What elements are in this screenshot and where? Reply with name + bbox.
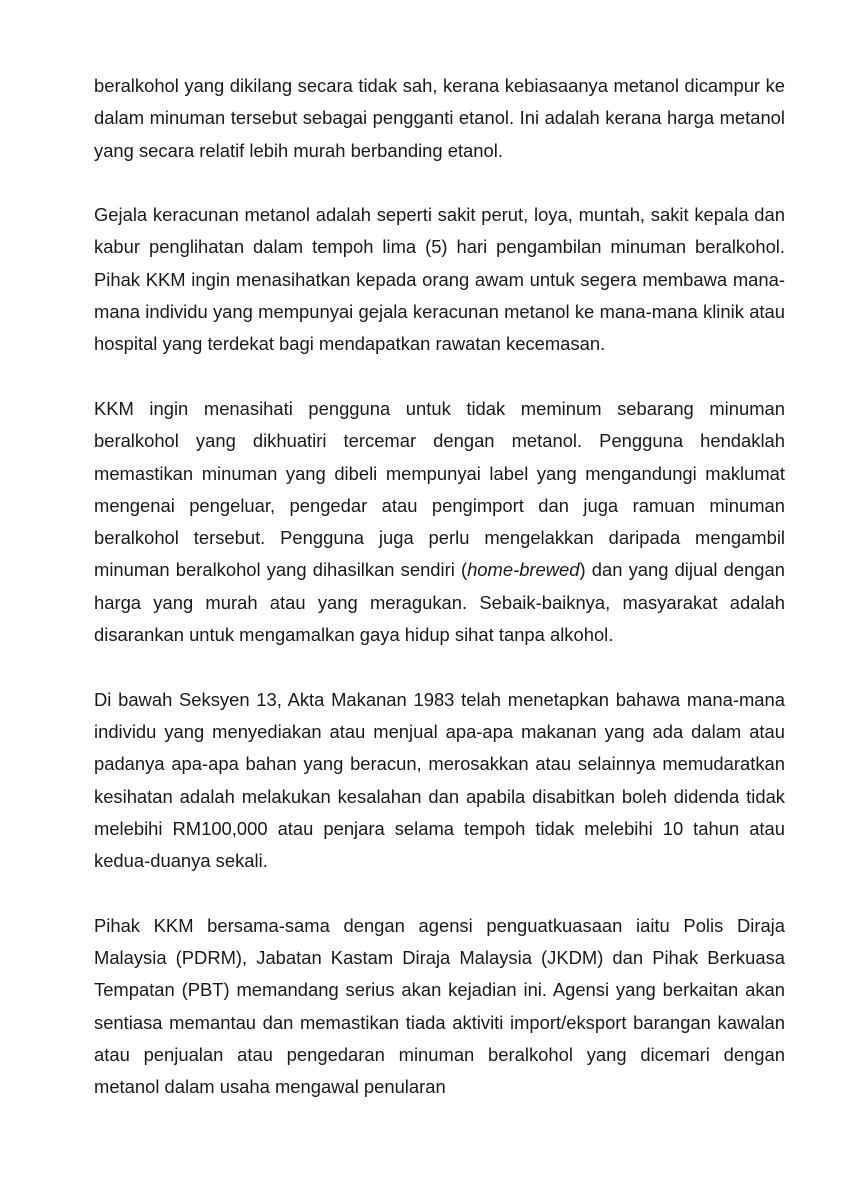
- document-page: [94, 70, 785, 1104]
- paragraph-symptoms: Gejala keracunan metanol adalah seperti sakit perut, loya, muntah, sakit kepala dan kabur penglihatan dalam tempoh lima (5) hari pengambilan minuman beralkohol. Pihak KKM ingin menasihatkan kepada orang awam untuk segera membawa mana-mana individu yang mempunyai gejala keracunan metanol ke mana-mana klinik atau hospital yang terdekat bagi mendapatkan rawatan kecemasan.: [94, 204, 785, 355]
- home-brewed-term: home-brewed: [467, 559, 580, 581]
- consumer-advice-text-start: KKM ingin menasihati pengguna untuk tidak meminum sebarang minuman beralkohol yang dikhuatiri tercemar dengan metanol. Pengguna hendaklah memastikan minuman yang dibeli mempunyai label yang mengandungi maklumat mengenai pengeluar, pengedar atau pengimport dan juga ramuan minuman beralkohol tersebut. Pengguna juga perlu mengelakkan daripada mengambil minuman beralkohol yang dihasilkan sendiri (: [94, 397, 785, 581]
- consumer-advice-text-end: ) dan yang dijual dengan harga yang murah atau yang meragukan. Sebaik-baiknya, masyarakat adalah disarankan untuk mengamalkan gaya hidup sihat tanpa alkohol.: [94, 559, 785, 646]
- paragraph-consumer-advice: [94, 393, 785, 651]
- paragraph-metanol-origin: beralkohol yang dikilang secara tidak sah, kerana kebiasaanya metanol dicampur ke dalam minuman tersebut sebagai pengganti etanol. Ini adalah kerana harga metanol yang secara relatif lebih murah berbanding etanol.: [94, 75, 785, 161]
- paragraph-food-act: Di bawah Seksyen 13, Akta Makanan 1983 telah menetapkan bahawa mana-mana individu yang menyediakan atau menjual apa-apa makanan yang ada dalam atau padanya apa-apa bahan yang beracun, merosakkan atau selainnya memudaratkan kesihatan adalah melakukan kesalahan dan apabila disabitkan boleh didenda tidak melebihi RM100,000 atau penjara selama tempoh tidak melebihi 10 tahun atau kedua-duanya sekali.: [94, 688, 785, 872]
- paragraph-enforcement: Pihak KKM bersama-sama dengan agensi penguatkuasaan iaitu Polis Diraja Malaysia (PDRM), Jabatan Kastam Diraja Malaysia (JKDM) dan Pihak Berkuasa Tempatan (PBT) memandang serius akan kejadian ini. Agensi yang berkaitan akan sentiasa memantau dan memastikan tiada aktiviti import/eksport barangan kawalan atau penjualan atau pengedaran minuman beralkohol yang dicemari dengan metanol dalam usaha mengawal penularan: [94, 914, 785, 1098]
